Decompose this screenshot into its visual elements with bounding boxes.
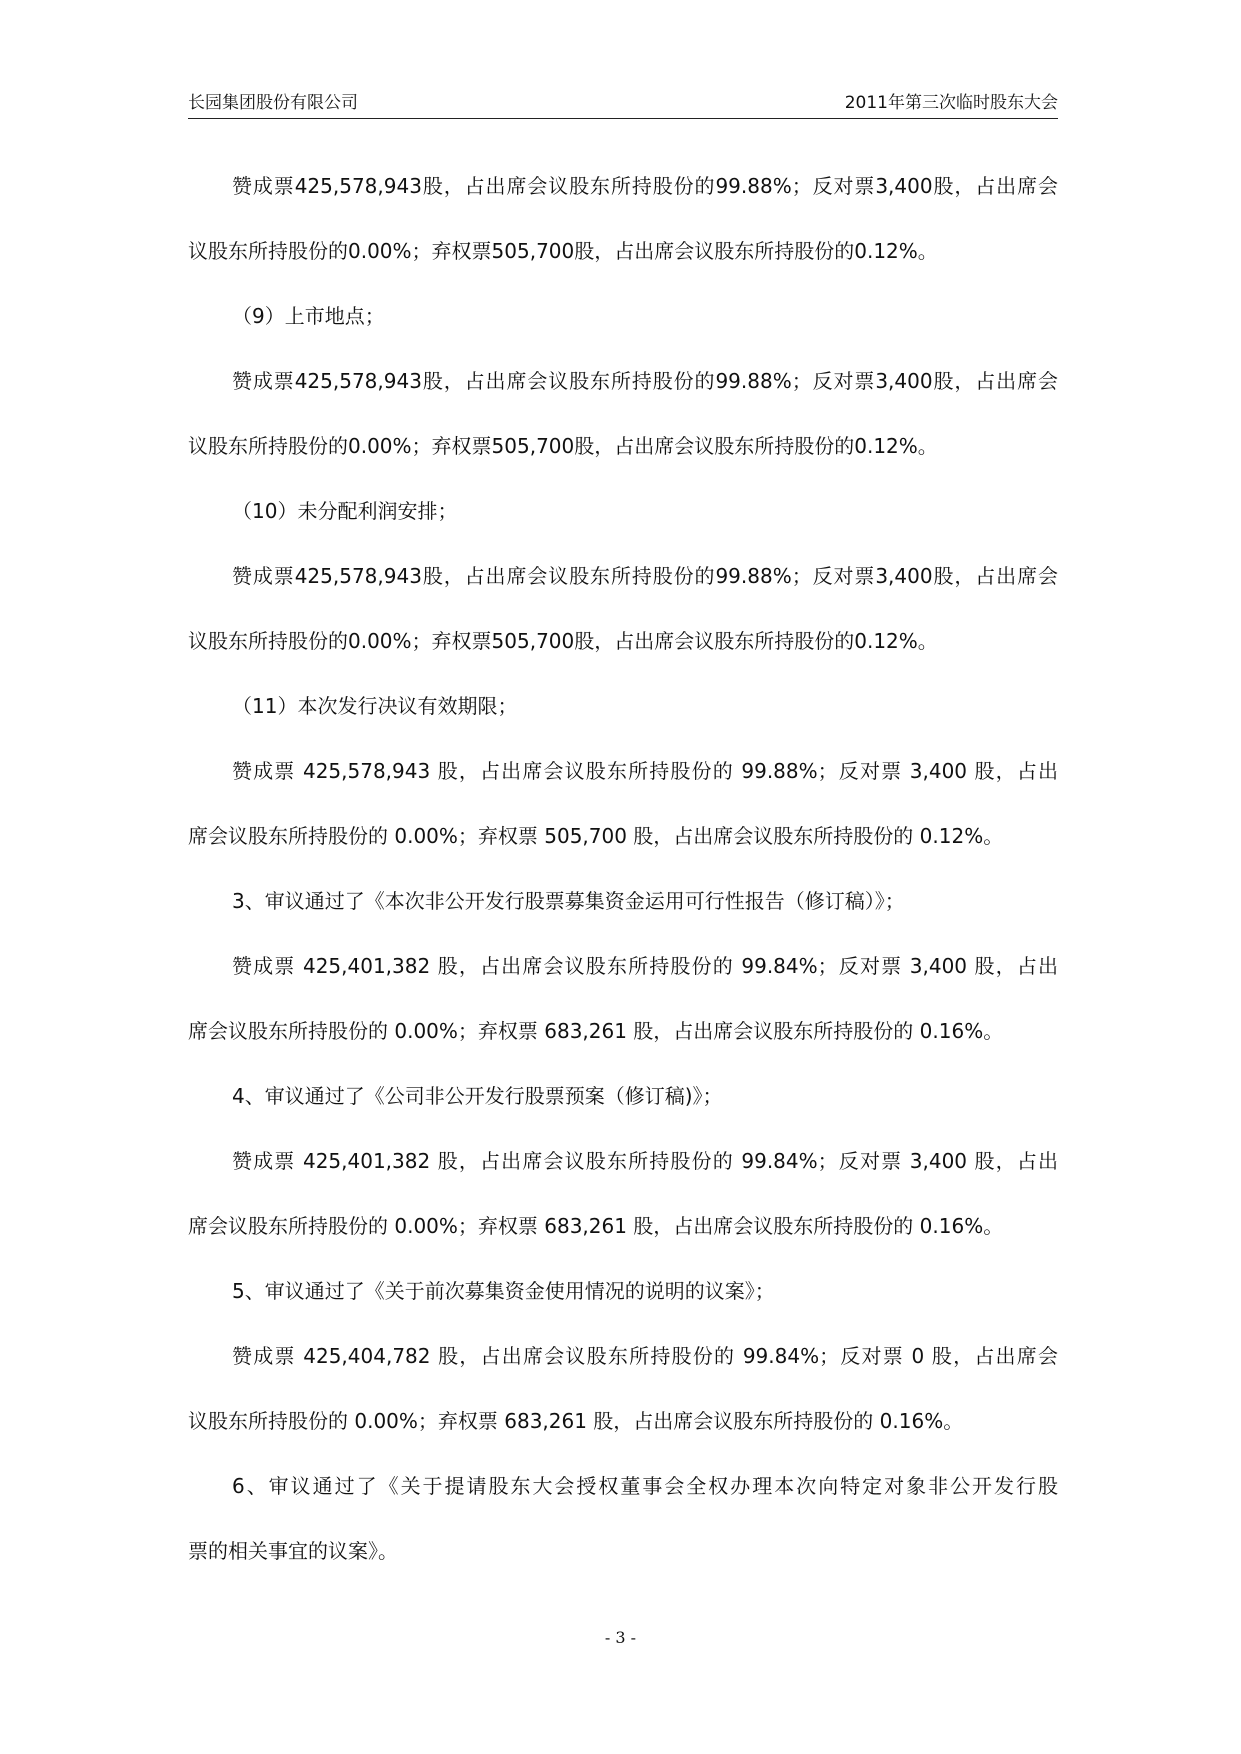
vote-result-line: 赞成票 425,404,782 股，占出席会议股东所持股份的 99.84%；反对票 0 股，占出席会 [232, 1344, 1058, 1368]
vote-result-line: 赞成票 425,578,943 股，占出席会议股东所持股份的 99.88%；反对票 3,400 股，占出 [232, 759, 1058, 783]
vote-result-line: 赞成票425,578,943股，占出席会议股东所持股份的99.88%；反对票3,400股，占出席会 [232, 564, 1058, 588]
header-divider [188, 118, 1058, 119]
header-company-name: 长园集团股份有限公司 [188, 93, 358, 113]
vote-result-line: 席会议股东所持股份的 0.00%；弃权票 683,261 股，占出席会议股东所持股份的 0.16%。 [188, 1019, 1004, 1043]
item-heading: （9）上市地点； [232, 304, 385, 328]
vote-result-line: 议股东所持股份的 0.00%；弃权票 683,261 股，占出席会议股东所持股份的 0.16%。 [188, 1409, 964, 1433]
item-heading: （10）未分配利润安排； [232, 499, 458, 523]
resolution-heading: 票的相关事宜的议案》。 [188, 1539, 398, 1563]
vote-result-line: 议股东所持股份的0.00%；弃权票505,700股，占出席会议股东所持股份的0.12%。 [188, 434, 938, 458]
vote-result-line: 赞成票425,578,943股，占出席会议股东所持股份的99.88%；反对票3,400股，占出席会 [232, 369, 1058, 393]
item-heading: （11）本次发行决议有效期限； [232, 694, 518, 718]
header-meeting-title: 2011年第三次临时股东大会 [844, 93, 1058, 113]
document-body [188, 154, 1058, 1584]
vote-result-line: 席会议股东所持股份的 0.00%；弃权票 505,700 股，占出席会议股东所持股份的 0.12%。 [188, 824, 1004, 848]
vote-result-line: 赞成票425,578,943股，占出席会议股东所持股份的99.88%；反对票3,400股，占出席会 [232, 174, 1058, 198]
page-number: - 3 - [604, 1628, 637, 1647]
resolution-heading: 4、审议通过了《公司非公开发行股票预案（修订稿)》； [232, 1084, 723, 1108]
vote-result-line: 议股东所持股份的0.00%；弃权票505,700股，占出席会议股东所持股份的0.12%。 [188, 629, 938, 653]
resolution-heading: 5、审议通过了《关于前次募集资金使用情况的说明的议案》； [232, 1279, 775, 1303]
page-header [188, 88, 1058, 118]
vote-result-line: 赞成票 425,401,382 股，占出席会议股东所持股份的 99.84%；反对票 3,400 股，占出 [232, 954, 1058, 978]
vote-result-line: 赞成票 425,401,382 股，占出席会议股东所持股份的 99.84%；反对票 3,400 股，占出 [232, 1149, 1058, 1173]
vote-result-line: 席会议股东所持股份的 0.00%；弃权票 683,261 股，占出席会议股东所持股份的 0.16%。 [188, 1214, 1004, 1238]
resolution-heading: 6、审议通过了《关于提请股东大会授权董事会全权办理本次向特定对象非公开发行股 [232, 1474, 1058, 1498]
vote-result-line: 议股东所持股份的0.00%；弃权票505,700股，占出席会议股东所持股份的0.12%。 [188, 239, 938, 263]
resolution-heading: 3、审议通过了《本次非公开发行股票募集资金运用可行性报告（修订稿）》； [232, 889, 905, 913]
